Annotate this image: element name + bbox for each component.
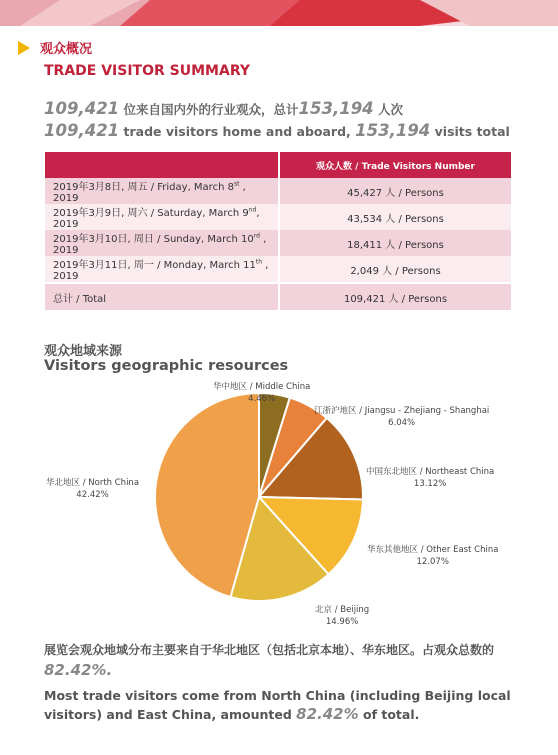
geo-title-en: Visitors geographic resources <box>44 358 289 374</box>
summary-text: 人次 <box>373 102 404 117</box>
section-title-cn: 观众概况 <box>40 42 93 57</box>
conclusion-en: Most trade visitors come from North China (including Beijing local visitors) and East China, amounted 82.42% of total. <box>44 688 511 723</box>
table-cell-date: 2019年3月11日, 周一 / Monday, March 11th , 2019 <box>45 256 279 283</box>
summary-visits-number: 153,194 <box>355 121 431 140</box>
table-cell-date: 2019年3月9日, 周六 / Saturday, March 9nd, 2019 <box>45 204 279 230</box>
pie-label-northeast-china: 中国东北地区 / Northeast China 13.12% <box>366 467 495 489</box>
table-cell-value: 2,049 人 / Persons <box>279 256 511 283</box>
table-cell-value: 43,534 人 / Persons <box>279 204 511 230</box>
table-cell-date: 2019年3月10日, 周日 / Sunday, March 10rd , 2019 <box>45 230 279 256</box>
table-cell-value: 45,427 人 / Persons <box>279 178 511 204</box>
conclusion-percentage: 82.42% <box>296 705 359 723</box>
table-cell-value: 18,411 人 / Persons <box>279 230 511 256</box>
summary-visitors-number: 109,421 <box>44 99 120 118</box>
summary-visits-number: 153,194 <box>298 99 374 118</box>
table-header-cell: 观众人数 / Trade Visitors Number <box>279 152 511 178</box>
summary-visitors-number: 109,421 <box>44 121 120 140</box>
pie-label-other-east-china: 华东其他地区 / Other East China 12.07% <box>367 545 499 567</box>
conclusion-cn: 展览会观众地域分布主要来自于华北地区（包括北京本地）、华东地区。占观众总数的 82.42%. <box>44 643 495 679</box>
conclusion-percentage: 82.42%. <box>44 661 113 679</box>
pie-label-beijing: 北京 / Beijing 14.96% <box>315 605 370 627</box>
pie-label-middle-china: 华中地区 / Middle China 4.46% <box>213 382 311 404</box>
table-cell-total-label: 总计 / Total <box>45 283 279 310</box>
summary-text: trade visitors home and aboard, <box>119 124 356 139</box>
table-cell-date: 2019年3月8日, 周五 / Friday, March 8st , 2019 <box>45 178 279 204</box>
summary-text: visits total <box>430 124 510 139</box>
pie-label-jiangsu-zhejiang-shanghai: 江浙沪地区 / Jiangsu - Zhejiang - Shanghai 6.04% <box>314 406 490 428</box>
summary-text: 位来自国内外的行业观众，总计 <box>119 102 299 117</box>
geo-title-cn: 观众地域来源 <box>44 344 123 359</box>
pie-label-north-china: 华北地区 / North China 42.42% <box>46 478 140 500</box>
section-title-en: TRADE VISITOR SUMMARY <box>44 63 250 79</box>
table-cell-total-value: 109,421 人 / Persons <box>279 283 511 310</box>
